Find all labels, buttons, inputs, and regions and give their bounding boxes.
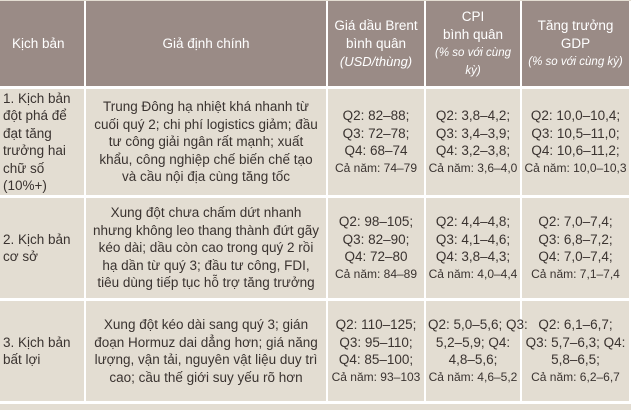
brent-q2: Q2: 82–88; [342, 108, 410, 123]
header-cpi-unit: (% so với cùng kỳ) [435, 46, 511, 77]
brent-q2: Q2: 110–125; [335, 317, 417, 332]
gdp-cell [522, 89, 631, 198]
cpi-cell [426, 89, 522, 198]
header-brent-title-1: Giá dầu Brent [334, 17, 418, 33]
table-row [0, 301, 631, 404]
brent-q3: Q3: 95–110; [339, 334, 413, 350]
header-gdp-title-2: GDP [560, 35, 591, 51]
gdp-q2: Q2: 10,0–10,4; [530, 108, 621, 123]
cpi-year: Cả năm: 3,6–4,0 [428, 160, 518, 175]
gdp-year: Cả năm: 7,1–7,4 [531, 266, 620, 281]
header-gdp [522, 1, 631, 89]
brent-cell [328, 301, 426, 404]
cpi-q3: Q3: 4,1–4,6; [435, 231, 511, 247]
brent-q4: Q4: 72–80 [344, 249, 408, 264]
cpi-q3: Q3: 3,4–3,9; [435, 125, 511, 141]
brent-cell [328, 89, 426, 198]
cpi-q2: Q2: 5,0–5,6; Q3: [428, 317, 528, 332]
brent-q2: Q2: 98–105; [338, 214, 414, 229]
gdp-q3: Q3: 5,7–6,3; Q4: [525, 334, 626, 350]
cpi-cell [426, 301, 528, 404]
header-gdp-unit: (% so với cùng kỳ) [528, 55, 623, 68]
cpi-q4: 4,8–5,6; [448, 352, 498, 367]
brent-q4: Q4: 85–100; [338, 352, 414, 367]
assumptions-cell: Xung đột chưa chấm dứt nhanh nhưng không leo thang thành đứt gãy kéo dài; dầu còn cao trong quý 2 rồi hạ dần từ quý 3; đầu tư công, FDI, tiêu dùng tiếp tục hỗ trợ tăng trưởng [86, 198, 328, 301]
gdp-q4: Q4: 10,6–11,2; [531, 143, 620, 158]
gdp-cell [522, 301, 631, 404]
assumptions-cell: Trung Đông hạ nhiệt khá nhanh từ cuối quý 2; chi phí logistics giảm; đầu tư công giải ngân rất mạnh; xuất khẩu, công nghiệp chế biến chế tạo và cầu nội địa cùng tăng tốc [86, 89, 328, 198]
cpi-year: Cả năm: 4,6–5,2 [428, 369, 518, 384]
header-brent [328, 1, 426, 89]
brent-year: Cả năm: 74–79 [334, 160, 418, 175]
scenario-cell: 3. Kịch bản bất lợi [0, 301, 86, 404]
brent-year: Cả năm: 93–103 [331, 369, 421, 384]
cpi-year: Cả năm: 4,0–4,4 [428, 266, 518, 281]
gdp-cell [522, 198, 631, 301]
gdp-q4: 5,8–6,5; [551, 352, 600, 367]
gdp-q2: Q2: 7,0–7,4; [538, 214, 613, 229]
brent-q3: Q3: 82–90; [342, 231, 410, 247]
header-assumptions: Giả định chính [86, 1, 328, 89]
header-brent-unit: (USD/thùng) [339, 53, 413, 69]
header-cpi-title-1: CPI [461, 8, 485, 24]
table-row [0, 198, 631, 301]
header-brent-title-2: bình quân [345, 35, 407, 51]
brent-q4: Q4: 68–74 [344, 143, 408, 158]
cpi-q2: Q2: 4,4–4,8; [435, 214, 511, 229]
cpi-q2: Q2: 3,8–4,2; [435, 108, 511, 123]
gdp-q3: Q3: 6,8–7,2; [538, 231, 613, 247]
brent-cell [328, 198, 426, 301]
scenario-cell: 2. Kịch bản cơ sở [0, 198, 86, 301]
table-row [0, 89, 631, 198]
gdp-year: Cả năm: 6,2–6,7 [531, 369, 620, 384]
cpi-cell [426, 198, 522, 301]
gdp-q2: Q2: 6,1–6,7; [538, 317, 613, 332]
cpi-q4: Q4: 3,8–4,3; [435, 249, 511, 264]
gdp-q4: Q4: 7,0–7,4; [538, 249, 613, 264]
header-row [0, 1, 631, 89]
header-gdp-title-1: Tăng trưởng [537, 17, 614, 33]
brent-year: Cả năm: 84–89 [334, 266, 418, 281]
cpi-q3: 5,2–5,9; Q4: [435, 334, 511, 350]
header-scenario: Kịch bản [0, 1, 86, 89]
cpi-q4: Q4: 3,2–3,8; [435, 143, 511, 158]
header-cpi-title-2: bình quân [442, 26, 504, 42]
assumptions-cell: Xung đột kéo dài sang quý 3; gián đoạn Hormuz dai dẳng hơn; giá năng lượng, vận tải, nguyên vật liệu duy trì cao; cầu thế giới suy yếu rõ hơn [86, 301, 328, 404]
scenario-cell: 1. Kịch bản đột phá để đạt tăng trưởng hai chữ số (10%+) [0, 89, 86, 198]
scenario-table [0, 1, 631, 404]
brent-q3: Q3: 72–78; [342, 125, 410, 141]
header-cpi [426, 1, 522, 89]
gdp-q3: Q3: 10,5–11,0; [531, 125, 620, 141]
gdp-year: Cả năm: 10,0–10,3 [524, 160, 627, 175]
